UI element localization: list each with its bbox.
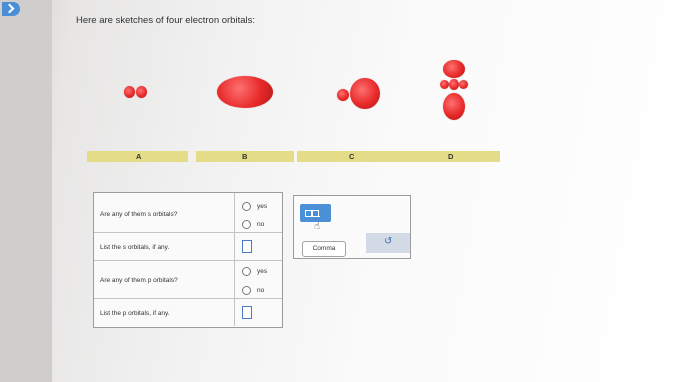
p-no-radio[interactable]: no [242,286,264,295]
s-no-radio[interactable]: no [242,220,264,229]
orbital-d-top-lobe [443,60,465,78]
question-cell [94,232,235,260]
question-row [94,260,282,299]
question-cell [94,298,235,326]
question-p-any: Are any of them p orbitals? [100,277,178,284]
orbital-d-left-node [440,80,449,89]
question-row [94,298,282,326]
orbital-a-right-lobe [136,86,147,98]
comma-tooltip: Comma [302,241,346,257]
list-template-button[interactable] [300,204,331,222]
radio-circle-icon[interactable] [242,286,251,295]
orbital-d-sketch [440,60,468,122]
hand-cursor-icon: ☝ [314,221,321,232]
orbital-c-large-lobe [350,78,380,109]
orbital-a-left-lobe [124,86,135,98]
question-intro: Here are sketches of four electron orbitals: [76,15,256,26]
orbital-c-small-lobe [337,89,349,101]
orbital-a-sketch [122,84,152,100]
undo-button[interactable] [366,233,410,253]
orbital-d-right-node [459,80,468,89]
orbital-b-label: B [242,152,248,161]
orbital-d-label: D [448,152,454,161]
undo-icon: ↺ [384,236,393,247]
radio-circle-icon[interactable] [242,202,251,211]
question-row [94,232,282,261]
orbital-d-bottom-lobe [443,93,465,120]
template-box-icon [312,210,319,217]
question-cell [94,260,235,298]
orbital-c-sketch [334,78,384,110]
question-s-list: List the s orbitals, if any. [100,244,170,251]
s-yes-radio[interactable]: yes [242,202,267,211]
orbital-d-center-node [449,79,459,90]
left-edge-strip [0,0,52,382]
question-table [93,192,283,328]
question-row [94,193,282,233]
question-p-list: List the p orbitals, if any. [100,310,170,317]
p-orbitals-answer-input[interactable] [242,306,252,319]
orbital-b-label-bar [196,151,294,162]
radio-circle-icon[interactable] [242,267,251,276]
orbital-d-label-bar [402,151,500,162]
p-yes-radio[interactable]: yes [242,267,267,276]
radio-circle-icon[interactable] [242,220,251,229]
orbital-c-label: C [349,152,355,161]
expand-chevron-icon[interactable] [2,2,20,16]
orbital-a-label: A [136,152,142,161]
orbital-c-label-bar [297,151,402,162]
comma-dot-icon [319,216,320,217]
orbital-b-sketch [217,76,273,108]
question-s-any: Are any of them s orbitals? [100,211,178,218]
answer-tools-panel [293,195,411,259]
s-orbitals-answer-input[interactable] [242,240,252,253]
template-box-icon [305,210,312,217]
question-cell [94,193,235,232]
orbital-a-label-bar [87,151,188,162]
orbital-b-lobe [217,76,273,108]
